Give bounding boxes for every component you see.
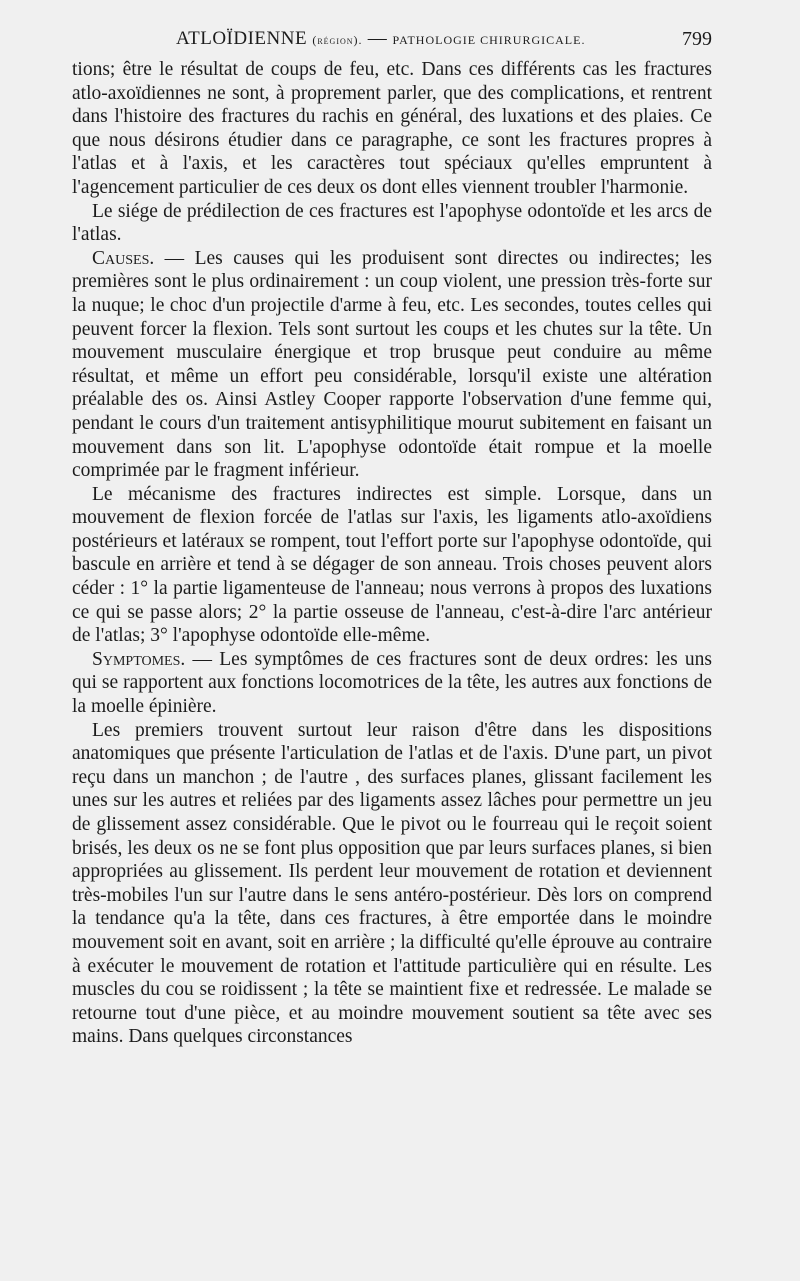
paragraph-text: Le mécanisme des fractures indirectes est simple. Lorsque, dans un mouvement de flexion forcée de l'atlas sur l'axis, les ligaments atlo-axoïdiens postérieurs et latéraux se rompent, tout l'effort porte sur l'apophyse odontoïde, qui bascule en arrière et tend à se dégager de son anneau. Trois choses peuvent alors céder : 1° la partie ligamenteuse de l'anneau; nous verrons à propos des luxations ce qui se passe alors; 2° la partie osseuse de l'anneau, c'est-à-dire l'arc antérieur de l'atlas; 3° l'apophyse odontoïde elle-même. — [72, 483, 712, 647]
section-heading-causes: Causes. — [92, 247, 155, 269]
paragraph — [72, 648, 712, 719]
title-separator: — — [362, 28, 393, 49]
title-main: ATLOÏDIENNE — [176, 28, 308, 49]
paragraph — [72, 58, 712, 200]
section-heading-symptomes: Symptomes. — [92, 648, 186, 670]
paragraph — [72, 483, 712, 648]
title-region: (région). — [312, 33, 363, 47]
paragraph-text: tions; être le résultat de coups de feu, etc. Dans ces différents cas les fractures atlo-axoïdiennes ne sont, à proprement parler, que des complications, et rentrent dans l'histoire des fractures du rachis en général, des luxations et des plaies. Ce que nous désirons étudier dans ce paragraphe, ce sont les fractures propres à l'atlas et à l'axis, et les caractères tout spéciaux qu'elles empruntent à l'agencement particulier de ces deux os dont elles viennent troubler l'harmonie. — [72, 59, 712, 198]
paragraph-text: — Les causes qui les produisent sont directes ou indirectes; les premières sont le plus ordinairement : un coup violent, une pression très-forte sur la nuque; le choc d'un projectile d'arme à feu, etc. Les secondes, toutes celles qui peuvent forcer la flexion. Tels sont surtout les coups et les chutes sur la tête. Un mouvement musculaire énergique et trop brusque peut conduire au même résultat, et même un effort peu considérable, lorsqu'il existe une altération préalable des os. Ainsi Astley Cooper rapporte l'observation d'une femme qui, pendant le cours d'un traitement antisyphilitique mourut subitement en faisant un mouvement dans son lit. L'apophyse odontoïde était rompue et la moelle comprimée par le fragment inférieur. — [72, 247, 712, 482]
paragraph — [72, 200, 712, 247]
paragraph — [72, 719, 712, 1049]
title-section: PATHOLOGIE CHIRURGICALE. — [392, 33, 586, 47]
paragraph — [72, 247, 712, 483]
running-header — [72, 28, 712, 54]
paragraph-text: Le siége de prédilection de ces fractures est l'apophyse odontoïde et les arcs de l'atlas. — [72, 200, 712, 246]
running-title — [176, 28, 585, 50]
body-text — [72, 58, 712, 1049]
paragraph-text: Les premiers trouvent surtout leur raison d'être dans les dispositions anatomiques que présente l'articulation de l'atlas et de l'axis. D'une part, un pivot reçu dans un manchon ; de l'autre , des surfaces planes, glissant facilement les unes sur les autres et reliées par des ligaments assez lâches pour permettre un jeu de glissement assez considérable. Que le pivot ou le fourreau qui le reçoit soient brisés, les deux os ne se font plus opposition que par leurs surfaces planes, si bien appropriées au glissement. Ils perdent leur mouvement de rotation et deviennent très-mobiles l'un sur l'autre dans le sens antéro-postérieur. Dès lors on comprend la tendance qu'a la tête, dans ces fractures, à être emportée dans le moindre mouvement soit en avant, soit en arrière ; la difficulté qu'elle éprouve au contraire à exécuter le mouvement de rotation et l'attitude particulière qui en résulte. Les muscles du cou se roidissent ; la tête se maintient fixe et redressée. Le malade se retourne tout d'une pièce, et au moindre mouvement soutient sa tête avec ses mains. Dans quelques circonstances — [72, 719, 712, 1048]
page-number: 799 — [682, 28, 712, 50]
paragraph-text: — Les symptômes de ces fractures sont de deux ordres: les uns qui se rapportent aux fonctions locomotrices de la tête, les autres aux fonctions de la moelle épinière. — [72, 648, 712, 718]
